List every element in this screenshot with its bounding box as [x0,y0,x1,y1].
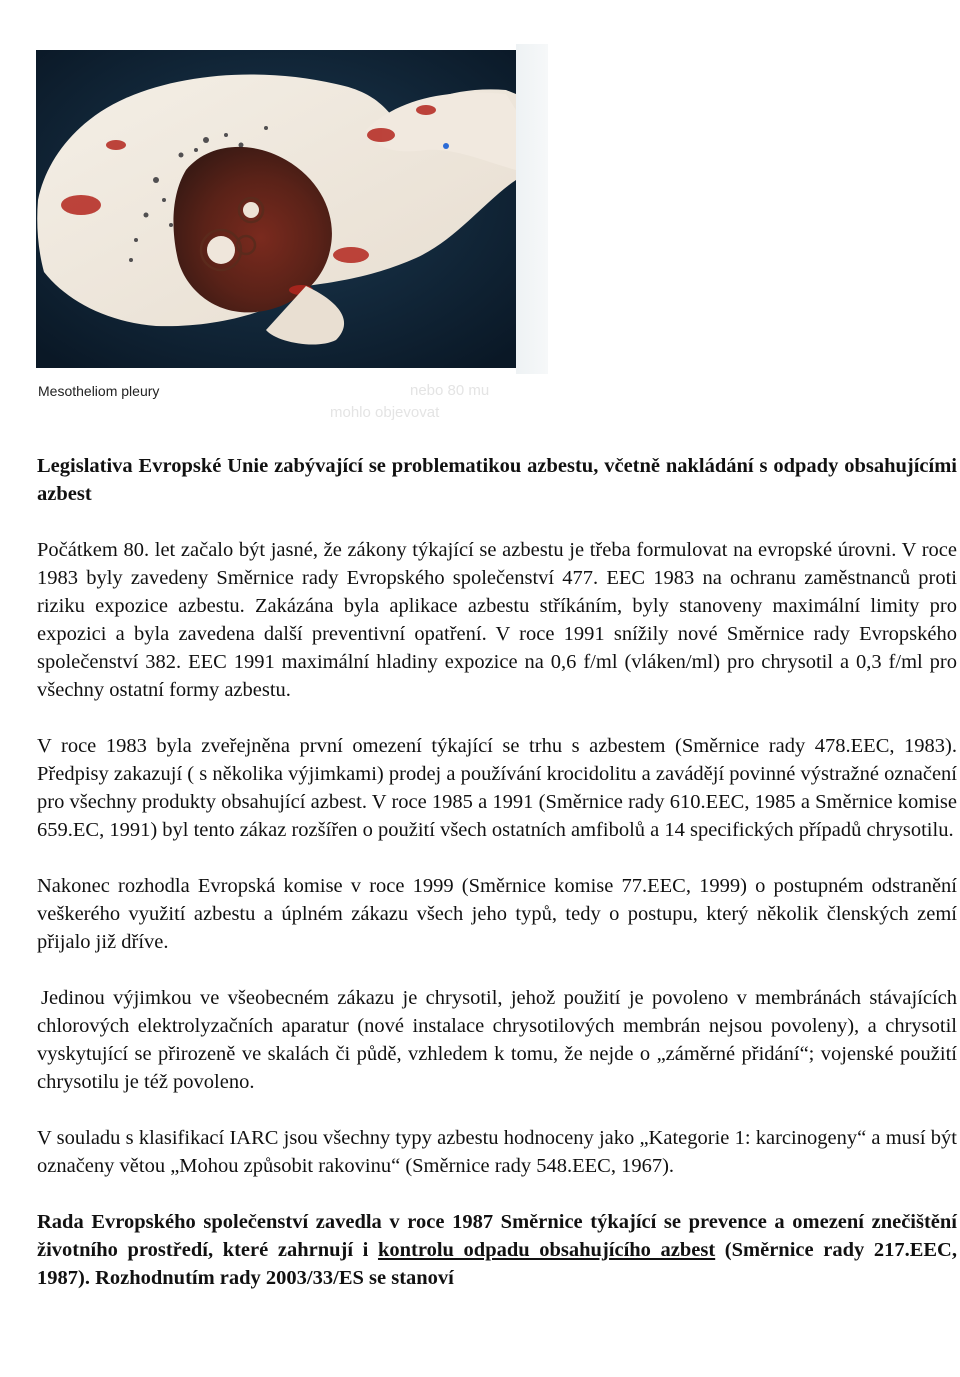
waste-control-link[interactable]: kontrolu odpadu obsahujícího azbest [377,1239,716,1261]
figure-caption: Mesotheliom pleury [38,383,160,399]
paragraph-6-text-b: (Směrnice rady 217.EEC, 1987). Rozhodnutím rady 2003/33/ES se stanoví [37,1239,957,1289]
document-body [37,452,957,1292]
section-heading: Legislativa Evropské Unie zabývající se problematikou azbestu, včetně nakládání s odpady obsahujícími azbest [37,455,957,505]
paragraph-5: V souladu s klasifikací IARC jsou všechny typy azbestu hodnoceny jako „Kategorie 1: karcinogeny“ a musí být označeny větou „Mohou způsobit rakovinu“ (Směrnice rady 548.EEC, 1967). [37,1127,957,1177]
bleed-line-2: mohlo objevovat [330,404,440,421]
paragraph-2: V roce 1983 byla zveřejněna první omezení týkající se trhu s azbestem (Směrnice rady 478.EEC, 1983). Předpisy zakazují ( s několika výjimkami) prodej a používání krocidolitu a zavádějí povinné výstražné označení pro všechny produkty obsahující azbest. V roce 1985 a 1991 (Směrnice rady 610.EEC, 1985 a Směrnice komise 659.EC, 1991) byl tento zákaz rozšířen o použití všech ostatních amfibolů a 14 specifických případů chrysotilu. [37,735,957,841]
bleed-through-text [300,380,550,440]
paragraph-6 [37,1208,957,1292]
paragraph-1: Počátkem 80. let začalo být jasné, že zákony týkající se azbestu je třeba formulovat na evropské úrovni. V roce 1983 byly zavedeny Směrnice rady Evropského společenství 477. EEC 1983 na ochranu zaměstnanců proti riziku expozice azbestu. Zakázána byla aplikace azbestu stříkáním, byly stanoveny maximální limity pro expozici a byla zavedena další preventivní opatření. V roce 1991 snížily nové Směrnice rady Evropského společenství 382. EEC 1991 maximální hladiny expozice na 0,6 f/ml (vláken/ml) pro chrysotil a 0,3 f/ml pro všechny ostatní formy azbestu. [37,539,957,701]
specimen-image [36,50,516,368]
paragraph-4: Jedinou výjimkou ve všeobecném zákazu je chrysotil, jehož použití je povoleno v membránách stávajících chlorových elektrolyzačních aparatur (nové instalace chrysotilových membrán nejsou povoleny), a chrysotil vyskytující se přirozeně ve skalách či půdě, vzhledem k tomu, že nejde o „záměrné přidání“; vojenské použití chrysotilu je též povoleno. [37,987,957,1093]
scan-edge [516,44,548,374]
bleed-line-1: nebo 80 mu [410,382,490,399]
paragraph-6-text-a: Rada Evropského společenství zavedla v roce 1987 Směrnice týkající se prevence a omezení znečištění životního prostředí, které zahrnují i [37,1211,957,1261]
paragraph-3: Nakonec rozhodla Evropská komise v roce 1999 (Směrnice komise 77.EEC, 1999) o postupném odstranění veškerého využití azbestu a úplném zákazu všech jeho typů, tedy o postupu, který několik členských zemí přijalo již dříve. [37,875,957,953]
mesothelioma-photo [36,50,516,368]
